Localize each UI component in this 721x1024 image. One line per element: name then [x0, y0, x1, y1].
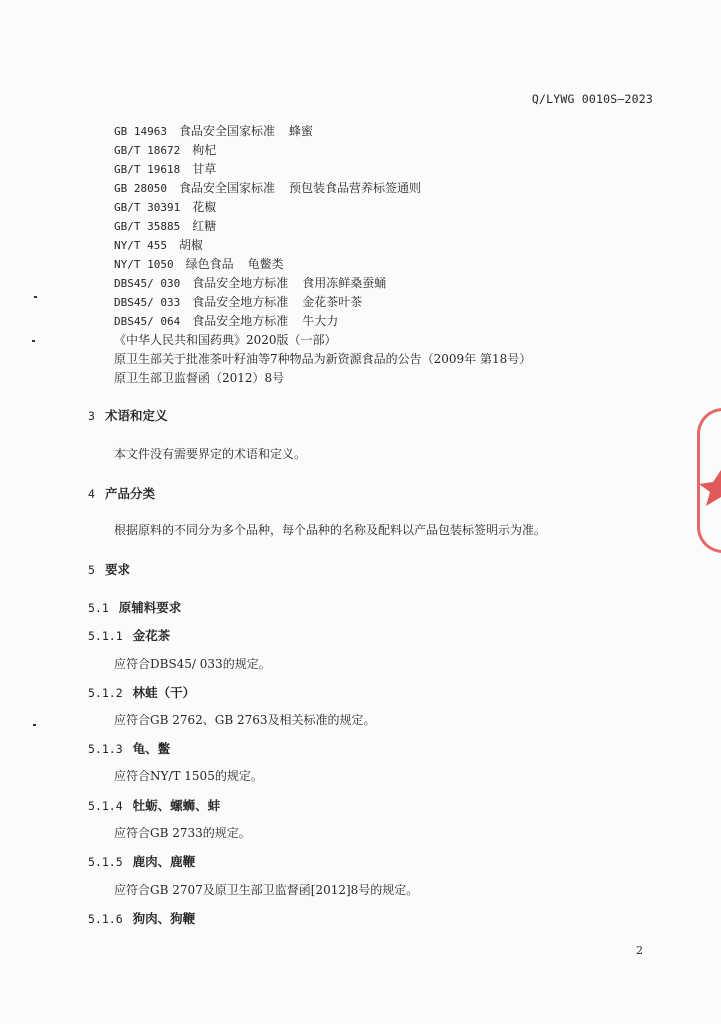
section-paragraph: 根据原料的不同分为多个品种，每个品种的名称及配料以产品包装标签明示为准。: [114, 523, 547, 537]
reference-code: GB/T 30391: [114, 201, 181, 214]
reference-title: 食品安全国家标准: [178, 124, 275, 138]
reference-code: GB/T 35885: [114, 220, 181, 233]
reference-subject: 《中华人民共和国药典》2020版（一部）: [114, 333, 337, 347]
reference-subject: 红糖: [192, 219, 217, 233]
standard-code-header: Q/LYWG 0010S—2023: [531, 92, 653, 106]
section-paragraph: 应符合NY/T 1505的规定。: [114, 769, 263, 783]
reference-subject: 预包装食品营养标签通则: [289, 181, 422, 195]
seal-star-icon: [695, 468, 721, 506]
reference-code: DBS45/ 030: [114, 277, 181, 290]
reference-code: NY/T 1050: [114, 258, 174, 271]
page-number: 2: [636, 944, 643, 957]
reference-item: [114, 198, 216, 217]
section-number: 5.1.1: [88, 629, 123, 643]
reference-item: [114, 369, 284, 387]
section-heading: [88, 406, 167, 424]
section-heading: [88, 852, 195, 870]
section-number: 3: [88, 409, 95, 423]
reference-code: GB 28050: [114, 182, 167, 195]
section-heading: [88, 484, 155, 502]
reference-code: DBS45/ 064: [114, 315, 181, 328]
reference-subject: 食用冻鲜桑蚕蛹: [302, 276, 387, 290]
reference-item: [114, 331, 337, 349]
section-heading: [88, 796, 220, 814]
section-title: 鹿肉、鹿鞭: [132, 854, 196, 869]
reference-subject: 花椒: [192, 200, 217, 214]
section-heading: [88, 909, 195, 927]
reference-item: [114, 255, 284, 274]
reference-code: GB 14963: [114, 125, 167, 138]
reference-subject: 枸杞: [192, 143, 217, 157]
section-title: 原辅料要求: [118, 600, 182, 615]
reference-title: 食品安全地方标准: [192, 295, 289, 309]
section-paragraph: 应符合GB 2707及原卫生部卫监督函[2012]8号的规定。: [114, 883, 419, 897]
section-heading: [88, 598, 181, 616]
section-number: 5.1.3: [88, 742, 123, 756]
section-number: 5.1.5: [88, 855, 123, 869]
section-heading: [88, 683, 195, 701]
reference-item: [114, 293, 362, 312]
scan-speck: [33, 724, 36, 726]
reference-subject: 蜂蜜: [289, 124, 314, 138]
section-number: 4: [88, 487, 95, 501]
reference-item: [114, 274, 386, 293]
section-number: 5.1.6: [88, 912, 123, 926]
reference-title: 食品安全地方标准: [192, 314, 289, 328]
section-title: 林蛙（干）: [132, 685, 196, 700]
reference-item: [114, 312, 338, 331]
reference-item: [114, 350, 531, 368]
section-number: 5.1: [88, 601, 109, 615]
section-title: 产品分类: [104, 486, 155, 501]
reference-subject: 原卫生部卫监督函（2012）8号: [114, 371, 285, 385]
reference-item: [114, 160, 216, 179]
reference-code: GB/T 19618: [114, 163, 181, 176]
reference-item: [114, 217, 216, 236]
reference-subject: 金花茶叶茶: [302, 295, 363, 309]
reference-code: NY/T 455: [114, 239, 167, 252]
reference-item: [114, 122, 313, 141]
section-heading: [88, 626, 170, 644]
reference-subject: 胡椒: [178, 238, 203, 252]
section-paragraph: 本文件没有需要界定的术语和定义。: [114, 447, 307, 461]
section-number: 5: [88, 563, 95, 577]
reference-code: DBS45/ 033: [114, 296, 181, 309]
section-paragraph: 应符合GB 2762、GB 2763及相关标准的规定。: [114, 713, 376, 727]
section-paragraph: 应符合DBS45/ 033的规定。: [114, 657, 271, 671]
scan-speck: [32, 340, 35, 342]
reference-subject: 甘草: [192, 162, 217, 176]
reference-item: [114, 236, 203, 255]
reference-title: 绿色食品: [185, 257, 234, 271]
section-title: 牡蛎、螺蛳、蚌: [132, 798, 221, 813]
section-number: 5.1.4: [88, 799, 123, 813]
scan-speck: [34, 296, 37, 298]
section-heading: [88, 739, 170, 757]
section-number: 5.1.2: [88, 686, 123, 700]
reference-subject: 原卫生部关于批准茶叶籽油等7种物品为新资源食品的公告（2009年 第18号）: [114, 352, 532, 366]
section-title: 狗肉、狗鞭: [132, 911, 196, 926]
reference-subject: 牛大力: [302, 314, 339, 328]
section-heading: [88, 560, 130, 578]
reference-title: 食品安全国家标准: [178, 181, 275, 195]
reference-item: [114, 179, 421, 198]
reference-item: [114, 141, 216, 160]
reference-code: GB/T 18672: [114, 144, 181, 157]
reference-title: 食品安全地方标准: [192, 276, 289, 290]
section-paragraph: 应符合GB 2733的规定。: [114, 826, 251, 840]
section-title: 术语和定义: [104, 408, 168, 423]
section-title: 金花茶: [132, 628, 171, 643]
section-title: 龟、鳖: [132, 741, 171, 756]
section-title: 要求: [104, 562, 130, 577]
reference-subject: 龟鳖类: [247, 257, 284, 271]
